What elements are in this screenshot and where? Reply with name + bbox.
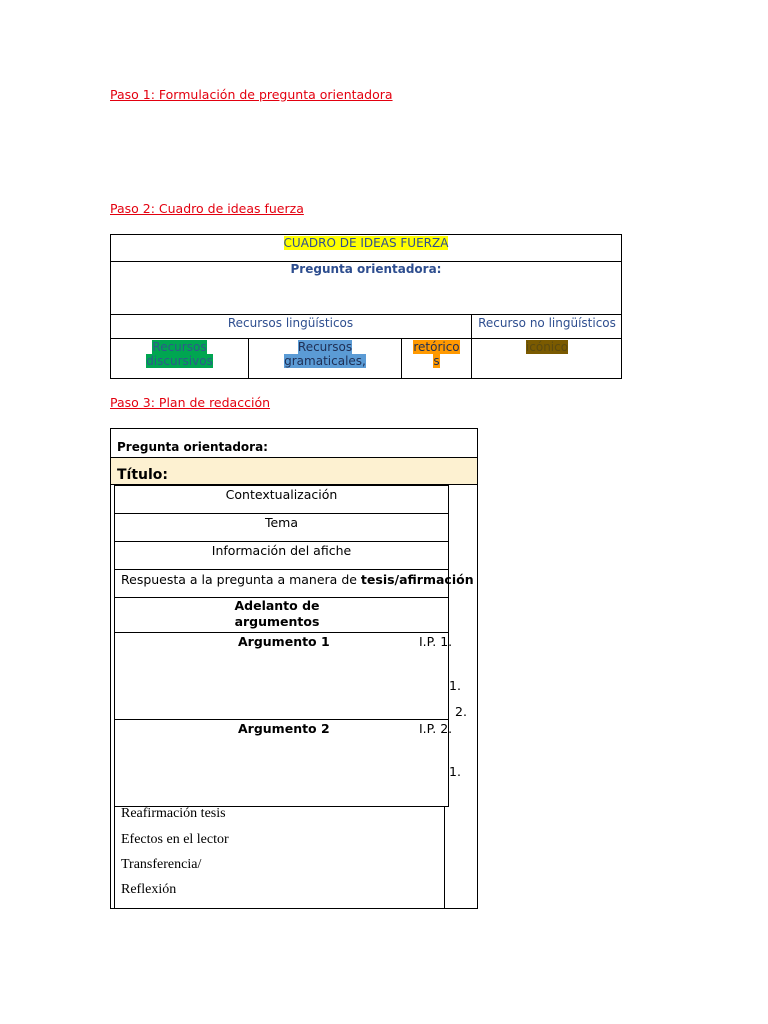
plan-informacion-text: Información del afiche [211, 543, 352, 558]
plan-argumento1-label: Argumento 1 [238, 634, 330, 649]
recursos-discursivos-cell: Recursos discursivos [146, 340, 213, 368]
recurso-no-linguistico-header: Recurso no lingüísticos [478, 316, 616, 330]
plan-ip2: I.P. 2. [419, 721, 453, 736]
plan-transferencia: Transferencia/ [121, 857, 202, 872]
recurso-iconico-cell: icónico [525, 340, 569, 354]
paso3-heading: Paso 3: Plan de redacción [110, 395, 271, 410]
divider [477, 485, 478, 909]
plan-reflexion: Reflexión [121, 882, 177, 897]
plan-adelanto-text: Adelanto de argumentos [234, 598, 320, 629]
plan-respuesta-text: Respuesta a la pregunta a manera de tesis/afirmación [121, 572, 474, 587]
plan-tema-text: Tema [264, 515, 299, 530]
paso2-heading: Paso 2: Cuadro de ideas fuerza [110, 201, 304, 216]
plan-arg1-item1: 1. [449, 678, 461, 693]
plan-arg2-item1: 1. [449, 764, 461, 779]
divider [110, 314, 622, 315]
divider [110, 338, 622, 339]
plan-efectos: Efectos en el lector [121, 832, 229, 847]
ideas-table-title: CUADRO DE IDEAS FUERZA [283, 236, 449, 250]
pregunta-orientadora-label: Pregunta orientadora: [290, 262, 442, 276]
plan-contextualizacion-text: Contextualización [225, 487, 338, 502]
plan-titulo-label: Título: [117, 467, 169, 483]
recursos-gramaticales-cell: Recursos gramaticales, [284, 340, 366, 368]
paso1-heading: Paso 1: Formulación de pregunta orientadora [110, 87, 393, 102]
plan-argumento2-label: Argumento 2 [238, 721, 330, 736]
plan-ip1: I.P. 1. [419, 634, 453, 649]
plan-reafirmacion: Reafirmación tesis [121, 806, 226, 821]
divider [110, 485, 111, 909]
plan-arg1-item2: 2. [455, 704, 467, 719]
plan-pregunta-label: Pregunta orientadora: [117, 440, 268, 454]
recursos-linguisticos-header: Recursos lingüísticos [227, 316, 354, 330]
recursos-retoricos-cell: retórico s [413, 340, 460, 368]
